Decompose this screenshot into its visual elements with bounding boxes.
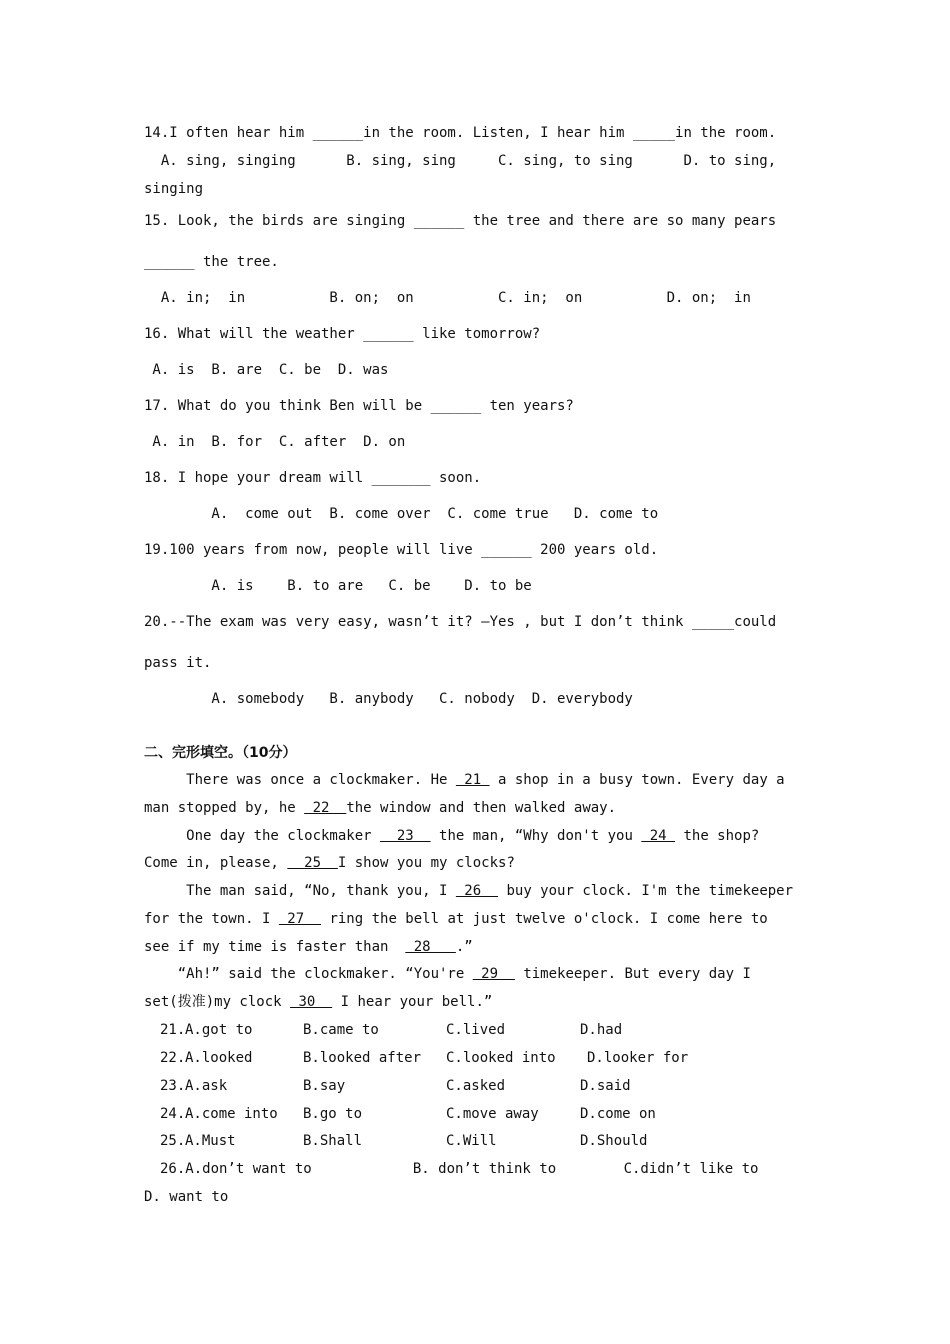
option-c: C.Will xyxy=(446,1133,497,1149)
q14-options: A. sing, singing B. sing, sing C. sing, to sing D. to sing, xyxy=(144,153,777,169)
q16-stem: 16. What will the weather ______ like tomorrow? xyxy=(144,326,541,342)
blank-24: 24 xyxy=(641,828,676,844)
q26-options-cont: D. want to xyxy=(144,1189,229,1205)
option-num: 21. xyxy=(160,1022,186,1038)
blank-29: 29 xyxy=(472,966,515,982)
option-c: C.looked into xyxy=(446,1050,556,1066)
option-num: 22. xyxy=(160,1050,186,1066)
option-d: D.looker for xyxy=(587,1050,689,1066)
option-b: B.Shall xyxy=(303,1133,363,1149)
blank-22: 22 xyxy=(304,800,347,816)
option-c: C.asked xyxy=(446,1078,506,1094)
option-num: 24. xyxy=(160,1106,186,1122)
section-heading: 二、完形填空。（10分） xyxy=(144,745,297,761)
passage-line: “Ah!” said the clockmaker. “You're 29 timekeeper. But every day I xyxy=(144,966,751,982)
q20-options: A. somebody B. anybody C. nobody D. everybody xyxy=(144,691,633,707)
option-d: D.Should xyxy=(580,1133,648,1149)
option-b: B.go to xyxy=(303,1106,363,1122)
q17-stem: 17. What do you think Ben will be ______ ten years? xyxy=(144,398,574,414)
q14-options-cont: singing xyxy=(144,181,204,197)
q20-stem: 20.--The exam was very easy, wasn’t it? –Yes , but I don’t think _____could xyxy=(144,614,777,630)
option-b: B.say xyxy=(303,1078,346,1094)
passage-line: see if my time is faster than 28 .” xyxy=(144,939,473,955)
option-a: A.Must xyxy=(185,1133,236,1149)
q16-options: A. is B. are C. be D. was xyxy=(144,362,389,378)
blank-25: 25 xyxy=(287,855,338,871)
blank-21: 21 xyxy=(455,772,490,788)
q26-options: 26.A.don’t want to B. don’t think to C.didn’t like to xyxy=(160,1161,759,1177)
option-b: B.looked after xyxy=(303,1050,422,1066)
option-a: A.ask xyxy=(185,1078,228,1094)
q14-stem: 14.I often hear him ______in the room. Listen, I hear him _____in the room. xyxy=(144,125,777,141)
option-d: D.had xyxy=(580,1022,623,1038)
q19-options: A. is B. to are C. be D. to be xyxy=(144,578,532,594)
option-c: C.lived xyxy=(446,1022,506,1038)
option-a: A.got to xyxy=(185,1022,253,1038)
blank-23: 23 xyxy=(380,828,431,844)
option-num: 23. xyxy=(160,1078,186,1094)
passage-line: Come in, please, 25 I show you my clocks? xyxy=(144,855,515,871)
q15-stem-cont: ______ the tree. xyxy=(144,254,279,270)
q17-options: A. in B. for C. after D. on xyxy=(144,434,406,450)
q20-stem-cont: pass it. xyxy=(144,655,212,671)
blank-28: 28 xyxy=(405,939,456,955)
passage-line: set(拨准)my clock 30 I hear your bell.” xyxy=(144,994,493,1010)
option-a: A.come into xyxy=(185,1106,278,1122)
passage-line: for the town. I 27 ring the bell at just twelve o'clock. I come here to xyxy=(144,911,768,927)
q15-stem: 15. Look, the birds are singing ______ the tree and there are so many pears xyxy=(144,213,777,229)
option-d: D.said xyxy=(580,1078,631,1094)
q19-stem: 19.100 years from now, people will live ______ 200 years old. xyxy=(144,542,659,558)
passage-line: man stopped by, he 22 the window and then walked away. xyxy=(144,800,617,816)
option-c: C.move away xyxy=(446,1106,539,1122)
passage-line: There was once a clockmaker. He 21 a shop in a busy town. Every day a xyxy=(144,772,785,788)
q18-options: A. come out B. come over C. come true D. come to xyxy=(144,506,659,522)
passage-line: The man said, “No, thank you, I 26 buy your clock. I'm the timekeeper xyxy=(144,883,794,899)
q15-options: A. in; in B. on; on C. in; on D. on; in xyxy=(144,290,751,306)
q18-stem: 18. I hope your dream will _______ soon. xyxy=(144,470,482,486)
passage-line: One day the clockmaker 23 the man, “Why don't you 24 the shop? xyxy=(144,828,760,844)
blank-26: 26 xyxy=(455,883,499,899)
blank-30: 30 xyxy=(290,994,333,1010)
option-b: B.came to xyxy=(303,1022,379,1038)
option-a: A.looked xyxy=(185,1050,253,1066)
option-d: D.come on xyxy=(580,1106,656,1122)
option-num: 25. xyxy=(160,1133,186,1149)
blank-27: 27 xyxy=(278,911,322,927)
